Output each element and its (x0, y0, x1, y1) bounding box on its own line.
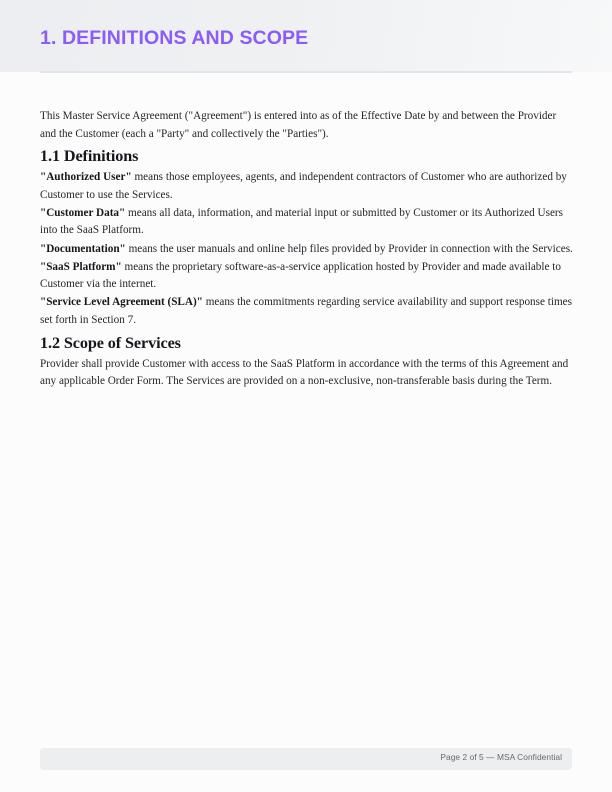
definition-item (40, 259, 573, 294)
definition-term: "Customer Data" (40, 206, 126, 219)
footer-page-label: Page 2 of 5 — MSA Confidential (440, 752, 562, 762)
definition-term: "SaaS Platform" (40, 260, 122, 273)
definition-text: means those employees, agents, and independent contractors of Customer who are authorized by Customer to use the Services. (40, 171, 567, 201)
intro-paragraph: This Master Service Agreement ("Agreement") is entered into as of the Effective Date by and between the Provider and the Customer (each a "Party" and collectively the "Parties"). (40, 110, 557, 140)
definition-text: means the proprietary software-as-a-service application hosted by Provider and made available to Customer via the internet. (40, 260, 561, 291)
document-body (40, 108, 573, 391)
section-heading-definitions: 1.1 Definitions (40, 147, 139, 166)
definition-item (40, 294, 573, 329)
title-divider (40, 71, 572, 73)
page-footer-bar (40, 748, 572, 770)
definition-text: means the commitments regarding service availability and support response times set forth in Section 7. (40, 296, 572, 326)
definition-item (40, 169, 573, 204)
definition-term: "Documentation" (40, 242, 126, 255)
scope-paragraph: Provider shall provide Customer with access to the SaaS Platform in accordance with the terms of this Agreement and any applicable Order Form. The Services are provided on a non-exclusive, non-transferable basis during the Term. (40, 357, 569, 388)
definition-term: "Service Level Agreement (SLA)" (40, 296, 203, 309)
definition-item (40, 241, 573, 259)
definition-text: means all data, information, and material input or submitted by Customer or its Authorized Users into the SaaS Platform. (40, 206, 564, 237)
section-heading-scope: 1.2 Scope of Services (40, 333, 181, 352)
definition-item (40, 205, 573, 240)
page-title: 1. DEFINITIONS AND SCOPE (40, 27, 309, 49)
definition-term: "Authorized User" (40, 171, 132, 184)
definition-text: means the user manuals and online help files provided by Provider in connection with the Services. (125, 242, 573, 255)
